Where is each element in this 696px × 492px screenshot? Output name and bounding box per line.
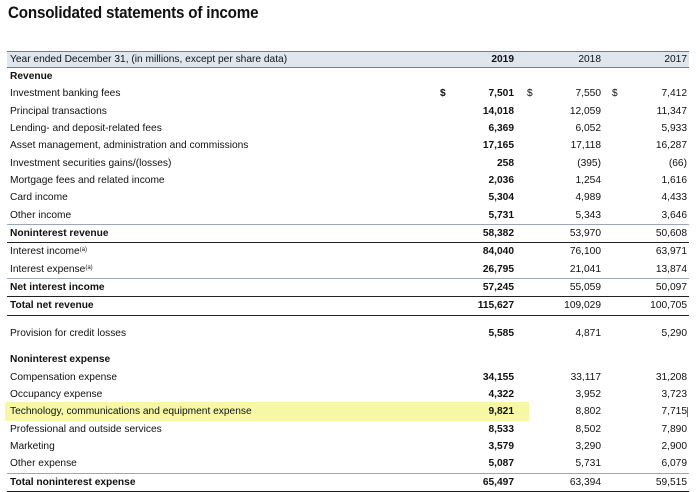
row-label: Noninterest revenue	[10, 228, 109, 240]
value-2018: 21,041	[569, 263, 601, 275]
row-label: Occupancy expense	[10, 388, 103, 400]
value-2017: 6,079	[661, 458, 687, 470]
value-2017: 3,723	[661, 388, 687, 400]
footnote-marker: (a)	[85, 264, 93, 271]
table-row	[0, 386, 696, 403]
table-row	[0, 172, 696, 189]
value-2018: 7,550	[575, 88, 601, 100]
value-2018: 8,502	[575, 423, 601, 435]
value-2019: 8,533	[488, 423, 514, 435]
value-2018: (395)	[577, 157, 601, 169]
table-row	[0, 103, 696, 120]
row-label: Professional and outside services	[10, 423, 162, 435]
subtotal-row	[7, 225, 689, 243]
row-label: Compensation expense	[10, 371, 118, 383]
value-2017: 1,616	[661, 175, 687, 187]
row-label: Interest expense$^{(a)}$	[10, 263, 93, 275]
year-2017: 2017	[664, 54, 687, 65]
value-2017: 59,515	[655, 476, 687, 488]
table-row	[0, 325, 696, 342]
table-row	[7, 455, 689, 473]
value-2018: 4,989	[575, 192, 601, 204]
value-2019: 9,821	[488, 406, 514, 418]
value-2017: 5,290	[661, 327, 687, 339]
value-2017: 7,412	[661, 88, 687, 100]
value-2018: 8,802	[575, 406, 601, 418]
section-label: Noninterest expense	[10, 354, 111, 366]
row-label: Card income	[10, 192, 68, 204]
currency-symbol: $	[527, 88, 533, 100]
value-2019: 2,036	[488, 175, 514, 187]
value-2017: 13,874	[655, 263, 687, 275]
currency-symbol: $	[440, 88, 446, 100]
row-label: Principal transactions	[10, 105, 107, 117]
value-2019: 65,497	[482, 476, 514, 488]
value-2019: 34,155	[482, 371, 514, 383]
value-2018: 6,052	[575, 123, 601, 135]
header-label: Year ended December 31, (in millions, except per share data)	[10, 54, 288, 65]
value-2018: 12,059	[569, 105, 601, 117]
section-revenue	[0, 68, 696, 85]
value-2019: 84,040	[482, 246, 514, 258]
value-2017: 63,971	[655, 246, 687, 258]
value-2018: 109,029	[564, 300, 601, 312]
total-row	[7, 297, 689, 315]
value-2019: 26,795	[482, 263, 514, 275]
value-2019: 7,501	[488, 88, 514, 100]
page-title: Consolidated statements of income	[8, 4, 259, 22]
value-2019: 5,585	[488, 327, 514, 339]
highlighted-row	[0, 403, 696, 420]
value-2019: 57,245	[482, 282, 514, 294]
value-2017: 4,433	[661, 192, 687, 204]
table-row	[0, 137, 696, 154]
value-2018: 17,118	[570, 140, 601, 152]
table-row	[0, 369, 696, 386]
table-row	[7, 261, 689, 279]
row-label: Technology, communications and equipment expense	[10, 406, 252, 418]
row-label: Total net revenue	[10, 300, 94, 312]
row-label: Lending- and deposit-related fees	[10, 123, 162, 135]
value-2018: 3,952	[575, 388, 601, 400]
table-row	[7, 207, 689, 225]
table-row	[0, 85, 696, 102]
row-label: Investment securities gains/(losses)	[10, 157, 172, 169]
value-2019: 14,018	[482, 105, 514, 117]
value-2018: 53,970	[569, 228, 601, 240]
value-2019: 258	[497, 157, 514, 169]
row-label: Interest income$^{(a)}$	[10, 246, 87, 258]
value-2019: 5,304	[488, 192, 514, 204]
value-2017: 3,646	[661, 209, 687, 221]
value-2017: 2,900	[661, 440, 687, 452]
value-2017: 11,347	[656, 105, 687, 117]
value-2017: 31,208	[655, 371, 687, 383]
value-2018: 63,394	[569, 476, 601, 488]
row-label: Total noninterest expense	[10, 476, 136, 488]
section-noninterest-expense	[0, 351, 696, 368]
text-cursor	[687, 407, 688, 417]
table-row	[0, 189, 696, 206]
currency-symbol: $	[612, 88, 618, 100]
row-label: Other income	[10, 209, 72, 221]
value-2018: 33,117	[570, 371, 601, 383]
row-label: Asset management, administration and commissions	[10, 140, 249, 152]
row-label: Net interest income	[10, 282, 105, 294]
section-label: Revenue	[10, 71, 53, 82]
value-2019: 4,322	[488, 388, 514, 400]
value-2017: 7,890	[661, 423, 687, 435]
table-row	[0, 155, 696, 172]
value-2018: 76,100	[569, 246, 601, 258]
value-2019: 115,627	[477, 300, 514, 312]
table-header	[7, 51, 689, 68]
value-2019: 3,579	[488, 440, 514, 452]
value-2017: 16,287	[655, 140, 687, 152]
value-2017: (66)	[668, 157, 687, 169]
value-2019: 58,382	[482, 228, 514, 240]
year-2018: 2018	[578, 54, 601, 65]
year-2019: 2019	[491, 54, 514, 65]
value-2017: 50,608	[655, 228, 687, 240]
value-2019: 17,165	[482, 140, 514, 152]
value-2018: 1,254	[575, 175, 601, 187]
total-row	[7, 474, 689, 492]
value-2019: 5,731	[488, 209, 514, 221]
row-label: Investment banking fees	[10, 88, 121, 100]
value-2017: 7,715	[661, 406, 687, 418]
value-2017: 100,705	[650, 300, 687, 312]
value-2018: 3,290	[575, 440, 601, 452]
value-2018: 55,059	[569, 282, 601, 294]
value-2017: 50,097	[655, 282, 687, 294]
table-row	[0, 120, 696, 137]
value-2019: 5,087	[488, 458, 514, 470]
row-label: Provision for credit losses	[10, 327, 127, 339]
value-2018: 4,871	[575, 327, 601, 339]
table-row	[0, 243, 696, 260]
row-label: Mortgage fees and related income	[10, 175, 165, 187]
footnote-marker: (a)	[79, 247, 87, 254]
table-row	[0, 421, 696, 438]
income-statement-table	[0, 51, 696, 492]
subtotal-row	[7, 279, 689, 297]
row-label: Marketing	[10, 440, 55, 452]
value-2018: 5,343	[575, 209, 601, 221]
value-2018: 5,731	[575, 458, 601, 470]
value-2019: 6,369	[488, 123, 514, 135]
row-label: Other expense	[10, 458, 77, 470]
table-row	[0, 438, 696, 455]
value-2017: 5,933	[661, 123, 687, 135]
